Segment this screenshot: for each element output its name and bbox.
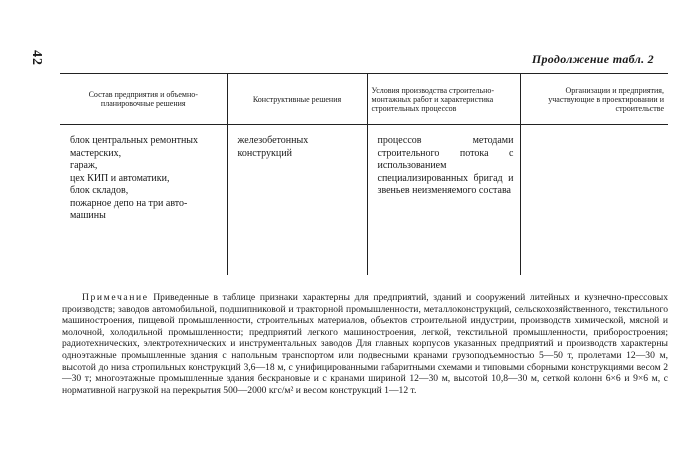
continuation-label: Продолжение табл. 2 bbox=[531, 52, 654, 66]
composition-line: блок центральных ремонтных bbox=[70, 135, 199, 146]
composition-line: цех КИП и автоматики, bbox=[70, 172, 170, 184]
constructive-text: железобетонных конструкций bbox=[237, 135, 309, 159]
construction-table bbox=[60, 73, 668, 275]
header-organizations: Организации и предприятия, участвующие в проектировании и строительстве bbox=[520, 74, 668, 125]
cell-work-conditions bbox=[367, 125, 520, 276]
header-constructive-solutions: Конструктивные решения bbox=[227, 74, 367, 125]
page-number: 42 bbox=[29, 50, 44, 66]
table-row bbox=[60, 125, 668, 276]
composition-line: машины bbox=[70, 210, 106, 221]
cell-constructive-solutions bbox=[227, 125, 367, 276]
header-composition: Состав предприятия и объемно-планировочные решения bbox=[60, 74, 227, 125]
cell-organizations bbox=[520, 125, 668, 276]
composition-line: мастерских, bbox=[70, 147, 122, 159]
conditions-text: процессов методами строительного потока с использованием специализированных бригад и звеньев неизменяемого состава bbox=[377, 135, 514, 196]
note-text: Приведенные в таблице признаки характерны для предприятий, зданий и сооружений литейных и кузнечно-прессовых производств; заводов автомобильной, подшипниковой и тракторной промышленности, металлоконструкций, сельскохозяйственного, текстильного машиностроения, пищевой промышленности, строительных материалов, объектов строительной индустрии, производств химической, мясной и молочной, холодильной промышленности; предприятий легкого машиностроения, легкой, текстильной промышленности, приборостроения; радиотехнических, электротехнических и инструментальных заводов Для главных корпусов указанных предприятий и производств характерны одноэтажные промышленные здания с напольным транспортом или подвесными кранами грузоподъемностью 5—50 т, пролетами 12—30 м, высотой до низа стропильных конструкций 3,6—18 м, с унифицированными габаритными схемами и типовыми сборными конструкциями весом 2—30 т; многоэтажные промышленные здания бескрановые и с кранами шириной 12—30 м, высотой 10,8—30 м, сеткой колонн 6×6 и 9×6 м, с нормативной нагрузкой на перекрытия 500—2000 кгс/м² и весом конструкций 1—12 т. bbox=[62, 292, 668, 396]
header-work-conditions: Условия производства строительно-монтажных работ и характеристика строительных процессов bbox=[367, 74, 520, 125]
table-note bbox=[62, 292, 668, 396]
composition-line: пожарное депо на три авто- bbox=[70, 197, 188, 209]
composition-line: гараж, bbox=[70, 160, 98, 171]
table-header-row bbox=[60, 74, 668, 125]
note-label: Примечание bbox=[82, 292, 149, 303]
composition-line: блок складов, bbox=[70, 185, 129, 196]
cell-composition bbox=[60, 125, 227, 276]
